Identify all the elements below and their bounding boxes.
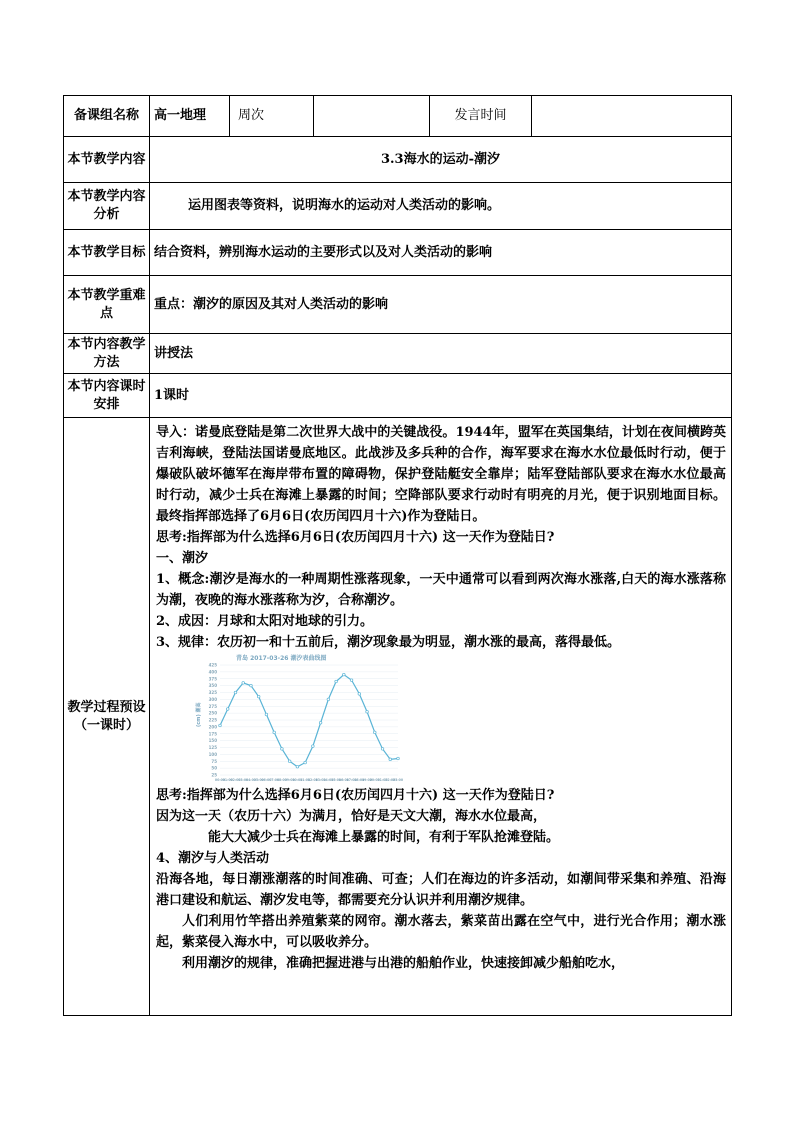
x-tick-label: 15:00 [331,778,342,782]
lesson-plan-table [63,95,732,1016]
goal-value: 结合资料，辨别海水运动的主要形式以及对人类活动的影响 [150,230,732,276]
data-point [335,680,338,683]
week-value [314,96,430,137]
y-tick-label: 25 [211,772,217,778]
data-point [381,748,384,751]
think-question-1: 思考:指挥部为什么选择6月6日(农历闰四月十六) 这一天作为登陆日? [156,530,555,545]
y-tick-label: 350 [208,683,217,689]
x-tick-label: 08:00 [276,778,287,782]
method-label: 本节内容教学方法 [64,334,150,374]
answer-line-2: 能大大减少士兵在海滩上暴露的时间，有利于军队抢滩登陆。 [208,830,560,845]
data-point [281,748,284,751]
intro-paragraph: 导入：诺曼底登陆是第二次世界大战中的关键战役。1944年，盟军在英国集结，计划在夜间横跨英吉利海峡，登陆法国诺曼底地区。此战涉及多兵种的合作，海军要求在海水水位最低时行动，便于爆破队破坏德军在海岸带布置的障碍物，保护登陆艇安全靠岸；陆军登陆部队要求在海水水位最高时行动，减少士兵在海滩上暴露的时间；空降部队要求行动时有明亮的月光，便于识别地面目标。最终指挥部选择了6月6日(农历闰四月十六)作为登陆日。 [156,425,726,524]
x-tick-label: 21:00 [377,778,388,782]
data-point [250,684,253,687]
rule-paragraph: 3、规律：农历初一和十五前后，潮汐现象最为明显，潮水涨的最高，落得最低。 [156,635,621,650]
key-points-label: 本节教学重难点 [64,276,150,334]
goal-label: 本节教学目标 [64,230,150,276]
data-point [288,760,291,763]
speak-time-label: 发言时间 [430,96,532,137]
cause-paragraph: 2、成因：月球和太阳对地球的引力。 [156,614,374,629]
section-tide-heading: 一、潮汐 [156,551,209,566]
group-name-value: 高一地理 [150,96,230,137]
x-tick-label: 09:00 [284,778,295,782]
y-tick-label: 75 [211,758,217,764]
tide-chart [190,653,405,785]
x-tick-label: 03:00 [238,778,249,782]
port-paragraph: 利用潮汐的规律，准确把握进港与出港的船舶作业，快速接卸减少船舶吃水， [182,956,625,971]
y-tick-label: 100 [208,751,217,757]
data-point [242,682,245,685]
data-point [226,708,229,711]
y-tick-label: 225 [208,717,217,723]
process-label: 教学过程预设（一课时） [64,418,150,1016]
human-activity-paragraph: 沿海各地，每日潮涨潮落的时间准确、可查；人们在海边的许多活动，如潮间带采集和养殖、沿海港口建设和航运、潮汐发电等，都需要充分认识并利用潮汐规律。 [156,872,726,908]
y-tick-label: 150 [208,738,217,744]
x-tick-label: 11:00 [300,778,311,782]
method-value: 讲授法 [150,334,732,374]
y-tick-label: 425 [208,662,217,668]
y-tick-label: 400 [208,669,217,675]
data-point [296,765,299,768]
x-tick-label: 13:00 [315,778,326,782]
data-point [234,691,237,694]
y-tick-label: 325 [208,690,217,695]
y-tick-label: 250 [208,710,217,716]
y-tick-label: 175 [208,731,217,737]
data-point [327,698,330,701]
data-point [397,757,400,760]
analysis-label: 本节教学内容分析 [64,183,150,230]
content-label: 本节教学内容 [64,137,150,183]
think-question-2: 思考:指挥部为什么选择6月6日(农历闰四月十六) 这一天作为登陆日? [156,788,555,803]
x-tick-label: 23:00 [392,778,404,782]
x-tick-label: 07:00 [269,778,280,782]
chart-title: 青岛 2017-03-26 潮汐表曲线图 [236,655,327,662]
group-name-label: 备课组名称 [64,96,150,137]
y-tick-label: 200 [208,724,217,730]
x-tick-label: 17:00 [346,778,357,782]
data-point [257,695,260,698]
x-tick-label: 14:00 [323,778,334,782]
data-point [273,731,276,734]
data-point [304,761,307,764]
y-tick-label: 125 [208,745,217,750]
data-point [350,679,353,682]
x-tick-label: 04:00 [245,778,257,782]
x-tick-label: 01:00 [222,778,233,782]
x-tick-label: 20:00 [369,778,380,782]
data-point [343,673,346,676]
schedule-value: 1课时 [150,374,732,418]
section-human-heading: 4、潮汐与人类活动 [156,851,270,866]
speak-time-value [532,96,732,137]
data-point [366,710,369,713]
answer-line-1: 因为这一天（农历十六）为满月，恰好是天文大潮，海水水位最高， [156,809,547,824]
concept-paragraph: 1、概念:潮汐是海水的一种周期性涨落现象，一天中通常可以看到两次海水涨落,白天的海水涨落称为潮，夜晚的海水涨落称为汐，合称潮汐。 [156,572,726,608]
x-tick-label: 00:00 [214,778,226,782]
data-point [265,713,268,716]
data-point [312,745,315,748]
x-tick-label: 18:00 [354,778,365,782]
data-point [319,721,322,724]
x-tick-label: 22:00 [385,778,396,782]
analysis-value: 运用图表等资料，说明海水的运动对人类活动的影响。 [150,183,732,230]
content-value: 3.3海水的运动-潮汐 [150,137,732,183]
y-tick-label: 50 [211,765,217,771]
key-points-value: 重点：潮汐的原因及其对人类活动的影响 [150,276,732,334]
x-tick-label: 10:00 [292,778,303,782]
chart-y-axis-label: (cm) 潮高 [196,702,202,727]
y-tick-label: 375 [208,676,217,682]
x-tick-label: 16:00 [338,778,349,782]
laver-paragraph: 人们利用竹竿搭出养殖紫菜的网帘。潮水落去，紫菜苗出露在空气中，进行光合作用；潮水涨起，紫菜侵入海水中，可以吸收养分。 [156,914,726,950]
y-tick-label: 300 [208,696,217,702]
x-tick-label: 05:00 [253,778,264,782]
process-content [150,418,732,1016]
y-tick-label: 275 [208,703,217,709]
x-tick-label: 12:00 [307,778,318,782]
x-tick-label: 19:00 [361,778,373,782]
data-point [358,693,361,696]
week-label: 周次 [230,96,314,137]
x-tick-label: 02:00 [230,778,241,782]
schedule-label: 本节内容课时安排 [64,374,150,418]
x-tick-label: 06:00 [261,778,272,782]
data-point [373,731,376,734]
data-point [219,724,222,727]
data-point [389,758,392,761]
